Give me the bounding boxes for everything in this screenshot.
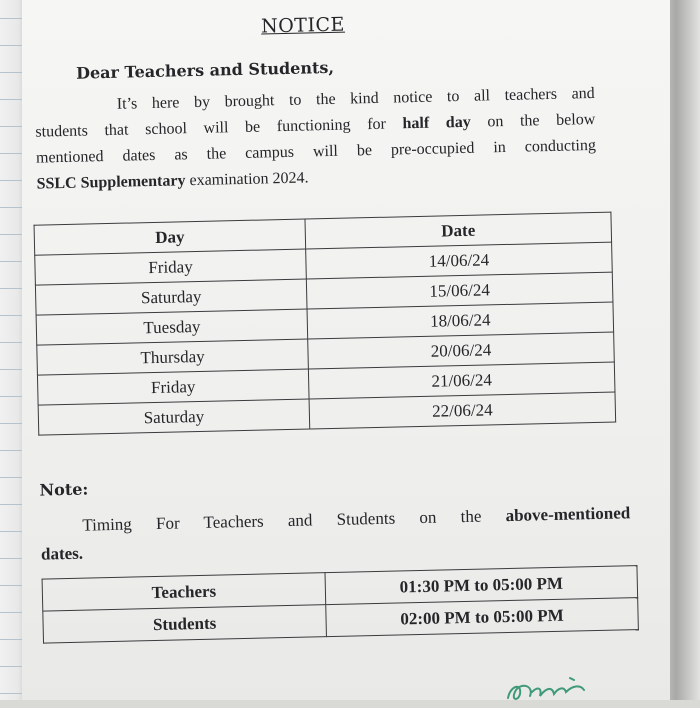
time-cell: 01:30 PM to 05:00 PM [325,566,638,605]
date-cell: 14/06/24 [306,242,613,279]
timing-table [42,565,639,644]
day-cell: Thursday [37,339,309,375]
body-line-1: It’s here by brought to the kind notice to all teachers and [116,84,595,113]
body-text: examination 2024. [185,169,309,190]
day-cell: Friday [35,249,307,285]
note-label: Note: [39,479,89,500]
date-cell: 22/06/24 [309,392,616,429]
body-line-3: mentioned dates as the campus will be pre-occupied in conducting [35,136,597,167]
half-day-emphasis: half day [402,113,471,133]
role-cell: Teachers [42,573,326,611]
exam-name-emphasis: SSLC Supplementary [36,172,186,193]
notice-body [35,81,597,198]
column-header-date: Date [305,212,612,249]
day-cell: Saturday [38,399,310,435]
time-cell: 02:00 PM to 05:00 PM [326,598,639,637]
role-cell: Students [43,605,327,643]
note-line-1 [40,499,630,540]
note-line-2: dates. [40,543,84,564]
dates-table [34,212,617,436]
body-text: students that school will be functioning for [35,115,403,141]
note-text [40,499,631,568]
date-cell: 15/06/24 [306,272,613,309]
date-cell: 21/06/24 [308,362,615,399]
note-emphasis: above-mentioned [505,503,631,526]
notice-title: NOTICE [260,13,346,38]
column-header-day: Day [34,219,306,255]
day-cell: Friday [37,369,309,405]
day-cell: Tuesday [36,309,308,345]
date-cell: 20/06/24 [308,332,615,369]
note-body-text: Timing For Teachers and Students on the [82,506,506,535]
signature-icon [500,668,610,708]
day-cell: Saturday [35,279,307,315]
salutation: Dear Teachers and Students, [75,57,335,83]
date-cell: 18/06/24 [307,302,614,339]
body-text: on the below [470,110,596,131]
